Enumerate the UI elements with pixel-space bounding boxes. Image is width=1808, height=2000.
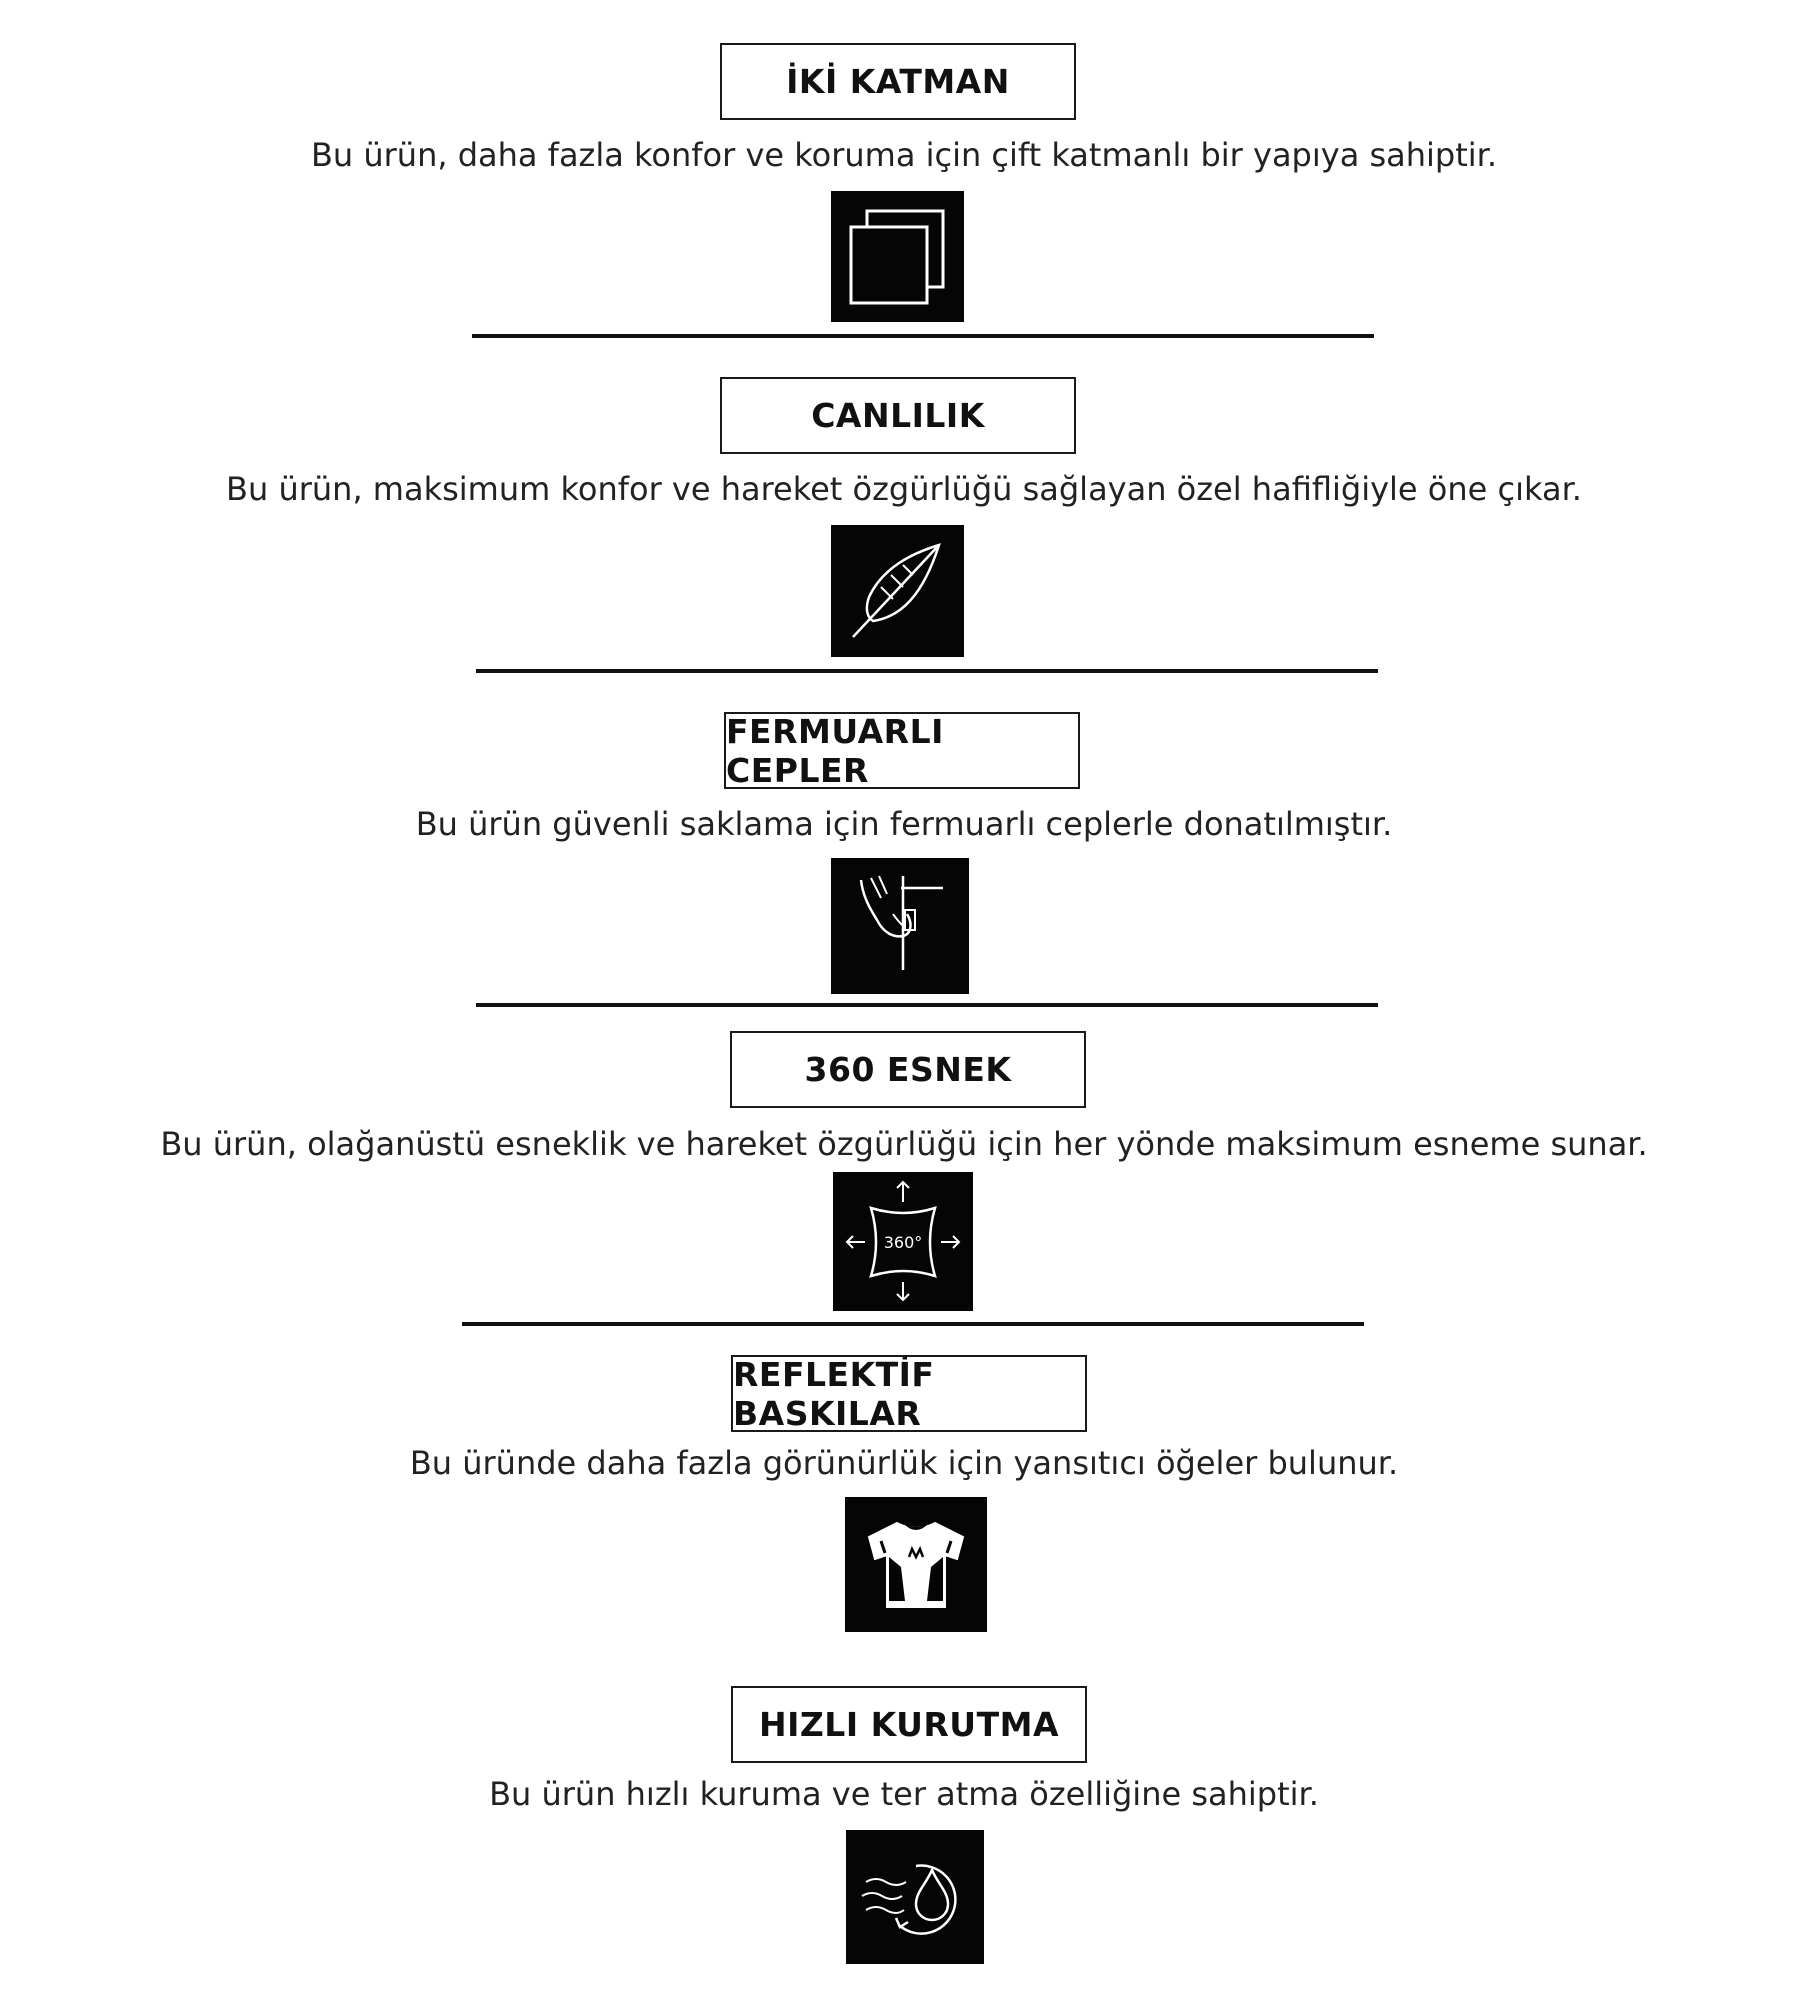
feature-description-lightness: Bu ürün, maksimum konfor ve hareket özgürlüğü sağlayan özel hafifliğiyle öne çıkar.	[226, 470, 1582, 508]
section-divider	[472, 334, 1374, 338]
feature-description-quick-dry: Bu ürün hızlı kuruma ve ter atma özelliğine sahiptir.	[489, 1775, 1319, 1813]
quick-dry-icon	[846, 1830, 984, 1964]
feature-description-reflective-prints: Bu üründe daha fazla görünürlük için yansıtıcı öğeler bulunur.	[409, 1444, 1399, 1482]
zipper-pocket-icon	[831, 858, 969, 994]
feature-title-360-stretch: 360 ESNEK	[730, 1031, 1086, 1108]
section-divider	[476, 669, 1378, 673]
feather-icon	[831, 525, 964, 657]
reflective-shirt-icon	[845, 1497, 987, 1632]
feature-title-zip-pockets: FERMUARLI CEPLER	[724, 712, 1080, 789]
section-divider	[462, 1322, 1364, 1326]
section-divider	[476, 1003, 1378, 1007]
feature-description-zip-pockets: Bu ürün güvenli saklama için fermuarlı ceplerle donatılmıştır.	[415, 805, 1393, 843]
stretch-360-label: 360°	[883, 1233, 923, 1252]
stretch-360-icon	[833, 1172, 973, 1311]
feature-description-double-layer: Bu ürün, daha fazla konfor ve koruma için çift katmanlı bir yapıya sahiptir.	[310, 136, 1498, 174]
feature-title-double-layer: İKİ KATMAN	[720, 43, 1076, 120]
feature-title-reflective-prints: REFLEKTİF BASKILAR	[731, 1355, 1087, 1432]
feature-title-lightness: CANLILIK	[720, 377, 1076, 454]
feature-title-quick-dry: HIZLI KURUTMA	[731, 1686, 1087, 1763]
feature-description-360-stretch: Bu ürün, olağanüstü esneklik ve hareket özgürlüğü için her yönde maksimum esneme sunar.	[160, 1125, 1648, 1163]
double-layer-icon	[831, 191, 964, 322]
